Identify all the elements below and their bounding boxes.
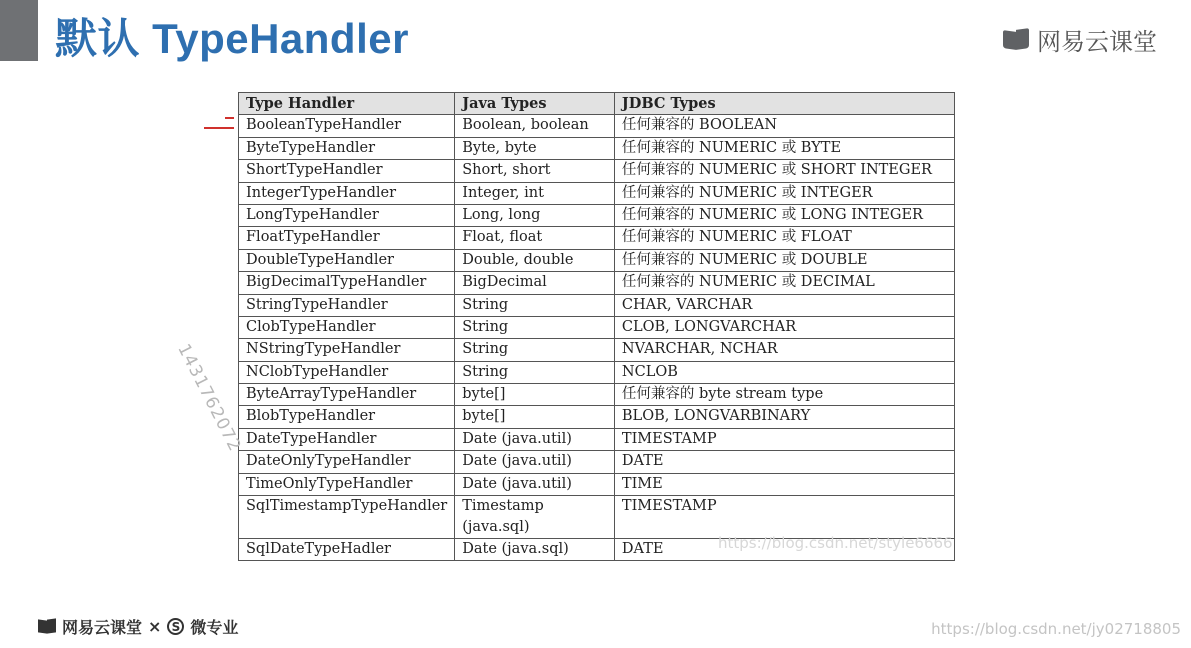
header-java-types: Java Types xyxy=(455,93,615,115)
watermark-table-url: https://blog.csdn.net/style6666 xyxy=(718,534,953,552)
cell-java-types: Double, double xyxy=(455,249,615,271)
table-row xyxy=(239,272,955,294)
brand-name: 网易云课堂 xyxy=(1037,28,1157,56)
red-annotation-mark xyxy=(204,127,234,129)
cell-jdbc-types: 任何兼容的 NUMERIC 或 DOUBLE xyxy=(614,249,954,271)
footer-brand-name: 网易云课堂 xyxy=(62,618,143,637)
header-type-handler: Type Handler xyxy=(239,93,455,115)
cell-java-types: Date (java.util) xyxy=(455,451,615,473)
cell-java-types: Boolean, boolean xyxy=(455,115,615,137)
table-row xyxy=(239,160,955,182)
cell-type-handler: NStringTypeHandler xyxy=(239,339,455,361)
cell-jdbc-types: 任何兼容的 byte stream type xyxy=(614,384,954,406)
cell-java-types: BigDecimal xyxy=(455,272,615,294)
table-row xyxy=(239,316,955,338)
table-row xyxy=(239,496,955,539)
table-header-row xyxy=(239,93,955,115)
book-logo-icon xyxy=(1003,29,1029,51)
cell-type-handler: FloatTypeHandler xyxy=(239,227,455,249)
red-annotation-mark xyxy=(225,117,234,119)
cell-type-handler: ByteArrayTypeHandler xyxy=(239,384,455,406)
cell-java-types: String xyxy=(455,339,615,361)
cell-jdbc-types: 任何兼容的 BOOLEAN xyxy=(614,115,954,137)
table-row xyxy=(239,451,955,473)
cell-jdbc-types: DATE xyxy=(614,539,954,561)
typehandler-table-container xyxy=(238,92,955,561)
cell-type-handler: NClobTypeHandler xyxy=(239,361,455,383)
cell-java-types: String xyxy=(455,316,615,338)
table-row xyxy=(239,249,955,271)
cell-jdbc-types: 任何兼容的 NUMERIC 或 INTEGER xyxy=(614,182,954,204)
table-row xyxy=(239,294,955,316)
s-logo-icon: S xyxy=(167,618,184,635)
book-logo-icon xyxy=(38,619,56,634)
table-row xyxy=(239,204,955,226)
table-body xyxy=(239,115,955,561)
table-row xyxy=(239,473,955,495)
cell-java-types: Date (java.util) xyxy=(455,473,615,495)
cell-type-handler: ShortTypeHandler xyxy=(239,160,455,182)
cell-type-handler: BooleanTypeHandler xyxy=(239,115,455,137)
left-accent-bar xyxy=(0,0,38,61)
cell-jdbc-types: TIME xyxy=(614,473,954,495)
cell-java-types: Long, long xyxy=(455,204,615,226)
cell-java-types: Short, short xyxy=(455,160,615,182)
cell-type-handler: DateTypeHandler xyxy=(239,428,455,450)
cell-java-types: Integer, int xyxy=(455,182,615,204)
cell-jdbc-types: CHAR, VARCHAR xyxy=(614,294,954,316)
table-row xyxy=(239,428,955,450)
cell-java-types: Date (java.util) xyxy=(455,428,615,450)
footer-partner: 微专业 xyxy=(190,618,239,637)
cell-type-handler: DoubleTypeHandler xyxy=(239,249,455,271)
cell-java-types: String xyxy=(455,294,615,316)
cell-type-handler: ClobTypeHandler xyxy=(239,316,455,338)
cell-jdbc-types: 任何兼容的 NUMERIC 或 BYTE xyxy=(614,137,954,159)
cell-java-types: Byte, byte xyxy=(455,137,615,159)
cell-jdbc-types: NCLOB xyxy=(614,361,954,383)
cell-java-types: String xyxy=(455,361,615,383)
cell-java-types: Date (java.sql) xyxy=(455,539,615,561)
table-row xyxy=(239,406,955,428)
brand-logo-top xyxy=(1003,22,1157,57)
cell-type-handler: TimeOnlyTypeHandler xyxy=(239,473,455,495)
cell-jdbc-types: TIMESTAMP xyxy=(614,428,954,450)
watermark-bottom-url: https://blog.csdn.net/jy02718805 xyxy=(931,620,1181,638)
table-row xyxy=(239,182,955,204)
watermark-number: 1431762072 xyxy=(173,340,245,456)
table-row xyxy=(239,339,955,361)
table-row xyxy=(239,361,955,383)
table-row xyxy=(239,115,955,137)
cell-type-handler: ByteTypeHandler xyxy=(239,137,455,159)
table-row xyxy=(239,227,955,249)
table-row xyxy=(239,384,955,406)
cell-type-handler: BlobTypeHandler xyxy=(239,406,455,428)
cell-jdbc-types: 任何兼容的 NUMERIC 或 FLOAT xyxy=(614,227,954,249)
cell-jdbc-types: DATE xyxy=(614,451,954,473)
cell-type-handler: StringTypeHandler xyxy=(239,294,455,316)
header-jdbc-types: JDBC Types xyxy=(614,93,954,115)
cell-type-handler: DateOnlyTypeHandler xyxy=(239,451,455,473)
cell-jdbc-types: CLOB, LONGVARCHAR xyxy=(614,316,954,338)
cell-java-types: Float, float xyxy=(455,227,615,249)
cell-java-types: byte[] xyxy=(455,406,615,428)
cell-jdbc-types: 任何兼容的 NUMERIC 或 SHORT INTEGER xyxy=(614,160,954,182)
cell-jdbc-types: NVARCHAR, NCHAR xyxy=(614,339,954,361)
cell-type-handler: LongTypeHandler xyxy=(239,204,455,226)
cell-java-types: Timestamp (java.sql) xyxy=(455,496,615,539)
cell-type-handler: IntegerTypeHandler xyxy=(239,182,455,204)
cell-jdbc-types: 任何兼容的 NUMERIC 或 LONG INTEGER xyxy=(614,204,954,226)
slide-title: 默认 TypeHandler xyxy=(55,15,409,62)
typehandler-table xyxy=(238,92,955,561)
table-row xyxy=(239,137,955,159)
cell-type-handler: SqlTimestampTypeHandler xyxy=(239,496,455,539)
cell-type-handler: BigDecimalTypeHandler xyxy=(239,272,455,294)
cell-jdbc-types: TIMESTAMP xyxy=(614,496,954,539)
cell-jdbc-types: BLOB, LONGVARBINARY xyxy=(614,406,954,428)
footer-brand xyxy=(38,615,238,638)
cell-jdbc-types: 任何兼容的 NUMERIC 或 DECIMAL xyxy=(614,272,954,294)
cell-type-handler: SqlDateTypeHadler xyxy=(239,539,455,561)
cell-java-types: byte[] xyxy=(455,384,615,406)
footer-separator: × xyxy=(148,617,162,636)
